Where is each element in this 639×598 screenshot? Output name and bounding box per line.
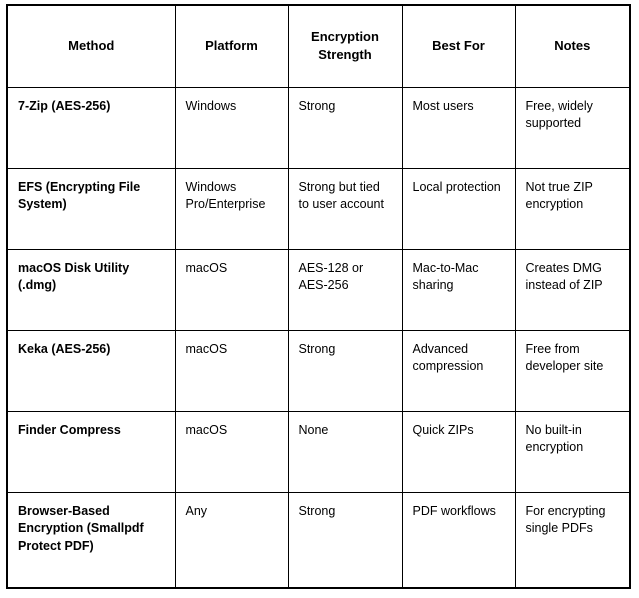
table-header-row [7,5,630,87]
cell-strength-text: Strong [298,341,336,356]
cell-notes [515,168,630,249]
cell-best-for-text: Quick ZIPs [412,422,474,437]
cell-method-text: 7-Zip (AES-256) [18,98,111,113]
table-row [7,330,630,411]
cell-notes [515,249,630,330]
cell-strength [288,411,402,492]
cell-best-for-text: Advanced compression [412,341,484,374]
cell-platform-text: Windows Pro/Enterprise [185,179,266,212]
column-header-method-label: Method [68,38,115,54]
cell-notes-text: No built-in encryption [525,422,584,455]
cell-best-for-text: PDF workflows [412,503,496,518]
cell-method-text: Keka (AES-256) [18,341,111,356]
column-header-encryption-strength-label: Encryption Strength [311,28,379,63]
table-row [7,249,630,330]
cell-method [7,330,175,411]
cell-strength-text: Strong [298,503,336,518]
cell-strength [288,87,402,168]
column-header-notes [515,5,630,87]
column-header-encryption-strength [288,5,402,87]
cell-notes [515,411,630,492]
column-header-notes-label: Notes [554,38,591,54]
table-row [7,168,630,249]
cell-notes-text: Free from developer site [525,341,604,374]
cell-notes [515,87,630,168]
cell-platform [175,492,288,588]
cell-best-for [402,411,515,492]
cell-best-for [402,330,515,411]
cell-method [7,249,175,330]
cell-best-for [402,492,515,588]
cell-strength-text: Strong [298,98,336,113]
cell-method [7,168,175,249]
cell-platform [175,330,288,411]
cell-platform [175,249,288,330]
table-row [7,492,630,588]
cell-method-text: macOS Disk Utility (.dmg) [18,260,130,293]
cell-notes-text: For encrypting single PDFs [525,503,606,536]
cell-platform-text: Any [185,503,208,518]
cell-strength [288,249,402,330]
cell-method-text: Browser-Based Encryption (Smallpdf Protect PDF) [18,503,144,553]
cell-best-for-text: Mac-to-Mac sharing [412,260,479,293]
cell-platform-text: macOS [185,260,228,275]
cell-strength-text: Strong but tied to user account [298,179,384,212]
cell-platform-text: macOS [185,341,228,356]
cell-notes-text: Free, widely supported [525,98,593,131]
cell-strength-text: None [298,422,329,437]
cell-method [7,87,175,168]
column-header-platform [175,5,288,87]
cell-method-text: Finder Compress [18,422,121,437]
column-header-best-for-label: Best For [432,38,485,54]
cell-platform [175,168,288,249]
cell-platform-text: macOS [185,422,228,437]
encryption-methods-table [6,4,631,589]
cell-notes-text: Not true ZIP encryption [525,179,593,212]
column-header-method [7,5,175,87]
cell-platform-text: Windows [185,98,237,113]
cell-best-for-text: Most users [412,98,474,113]
cell-strength-text: AES-128 or AES-256 [298,260,364,293]
cell-best-for [402,168,515,249]
cell-notes-text: Creates DMG instead of ZIP [525,260,603,293]
table-header [7,5,630,87]
cell-method-text: EFS (Encrypting File System) [18,179,141,212]
cell-strength [288,168,402,249]
table-body [7,87,630,588]
document-page [0,4,639,598]
cell-strength [288,330,402,411]
cell-notes [515,330,630,411]
cell-platform [175,411,288,492]
cell-notes [515,492,630,588]
cell-method [7,492,175,588]
table-row [7,411,630,492]
cell-platform [175,87,288,168]
cell-strength [288,492,402,588]
cell-best-for [402,87,515,168]
table-row [7,87,630,168]
column-header-platform-label: Platform [205,38,258,54]
cell-method [7,411,175,492]
cell-best-for [402,249,515,330]
column-header-best-for [402,5,515,87]
cell-best-for-text: Local protection [412,179,501,194]
